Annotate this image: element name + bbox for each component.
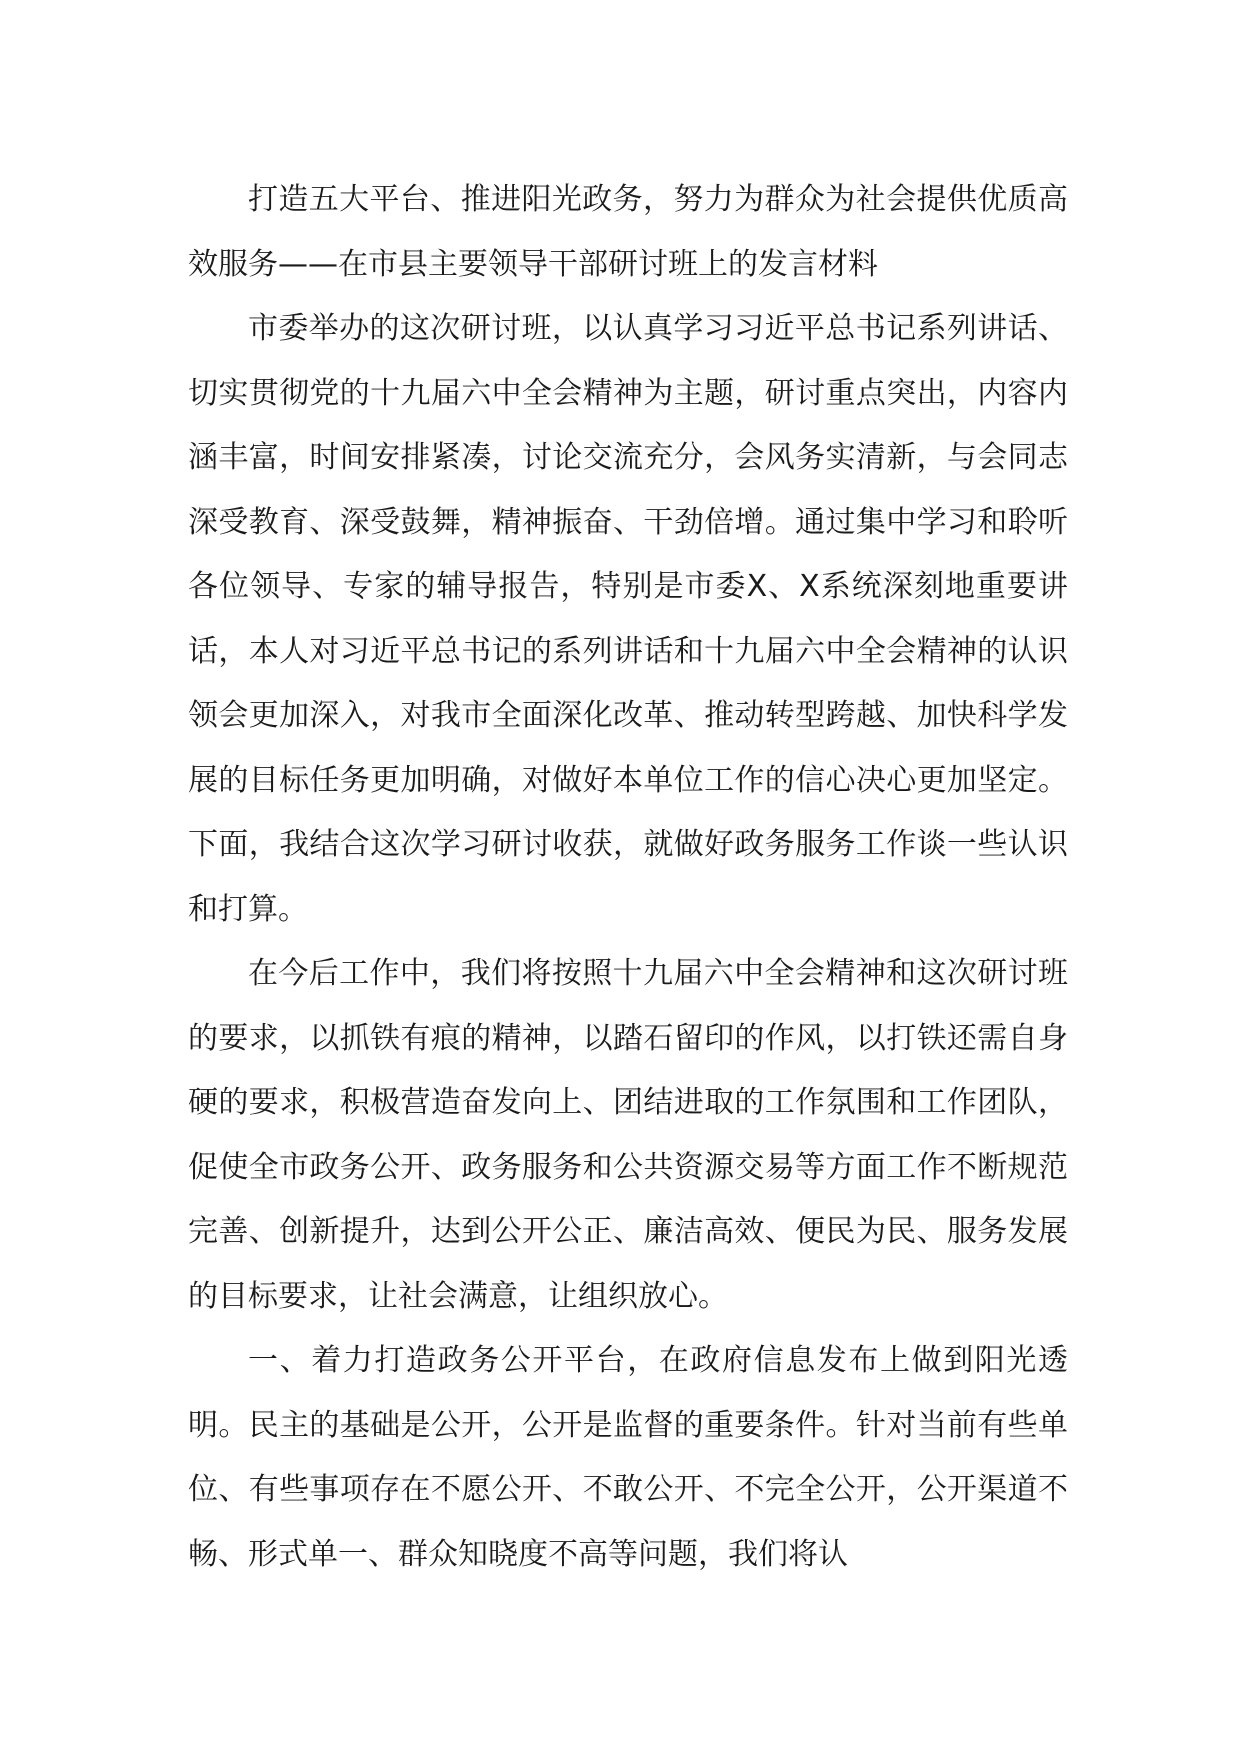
paragraph-plan: 在今后工作中，我们将按照十九届六中全会精神和这次研讨班的要求，以抓铁有痕的精神，以踏石留印的作风，以打铁还需自身硬的要求，积极营造奋发向上、团结进取的工作氛围和工作团队，促使全市政务公开、政务服务和公共资源交易等方面工作不断规范完善、创新提升，达到公开公正、廉洁高效、便民为民、服务发展的目标要求，让社会满意，让组织放心。 xyxy=(188,956,1068,1314)
paragraph-intro: 市委举办的这次研讨班，以认真学习习近平总书记系列讲话、切实贯彻党的十九届六中全会精神为主题，研讨重点突出，内容内涵丰富，时间安排紧凑，讨论交流充分，会风务实清新，与会同志深受教育、深受鼓舞，精神振奋、干劲倍增。通过集中学习和聆听各位领导、专家的辅导报告，特别是市委X、X系统深刻地重要讲话，本人对习近平总书记的系列讲话和十九届六中全会精神的认识领会更加深入，对我市全面深化改革、推动转型跨越、加快科学发展的目标任务更加明确，对做好本单位工作的信心决心更加坚定。下面，我结合这次学习研讨收获，就做好政务服务工作谈一些认识和打算。 xyxy=(188,311,1068,927)
document-body xyxy=(188,168,1068,1587)
document-title: 打造五大平台、推进阳光政务，努力为群众为社会提供优质高效服务——在市县主要领导干部研讨班上的发言材料 xyxy=(188,182,1068,282)
paragraph-section-one: 一、着力打造政务公开平台，在政府信息发布上做到阳光透明。民主的基础是公开，公开是监督的重要条件。针对当前有些单位、有些事项存在不愿公开、不敢公开、不完全公开，公开渠道不畅、形式单一、群众知晓度不高等问题，我们将认 xyxy=(188,1343,1068,1572)
